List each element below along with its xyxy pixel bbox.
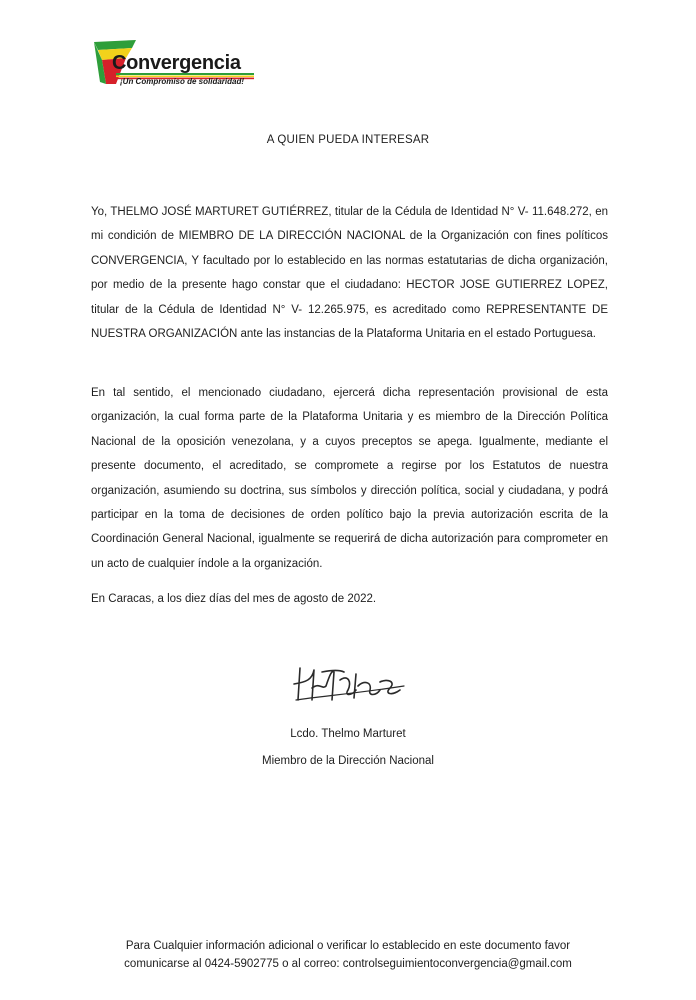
paragraph-declaration: Yo, THELMO JOSÉ MARTURET GUTIÉRREZ, titular de la Cédula de Identidad N° V- 11.648.272, en mi condición de MIEMBRO DE LA DIRECCIÓN NACIONAL de la Organización con fines políticos CONVERGENCIA, Y facultado por lo establecido en las normas estatutarias de dicha organización, por medio de la presente hago constar que el ciudadano: HECTOR JOSE GUTIERREZ LOPEZ, titular de la Cédula de Identidad N° V- 12.265.975, es acreditado como REPRESENTANTE DE NUESTRA ORGANIZACIÓN ante las instancias de la Plataforma Unitaria en el estado Portuguesa. <box>91 206 608 341</box>
footer-line-1: Para Cualquier información adicional o verificar lo establecido en este documento favor <box>125 940 571 952</box>
logo-name: Convergencia <box>112 52 241 74</box>
convergencia-logo <box>92 38 262 96</box>
paragraph-commitment: En tal sentido, el mencionado ciudadano, ejercerá dicha representación provisional de esta organización, la cual forma parte de la Plataforma Unitaria y es miembro de la Dirección Política Nacional de la oposición venezolana, y a cuyos preceptos se apega. Igualmente, mediante el presente documento, el acreditado, se compromete a regirse por los Estatutos de nuestra organización, asumiendo su doctrina, sus símbolos y dirección política, social y ciudadana, y podrá participar en la toma de decisiones de orden político bajo la previa autorización escrita de la Coordinación General Nacional, igualmente se requerirá de dicha autorización para comprometer en un acto de cualquier índole a la organización. <box>91 387 608 570</box>
document-title: A QUIEN PUEDA INTERESAR <box>266 134 430 146</box>
logo-tagline: ¡Un Compromiso de solidaridad! <box>120 77 245 86</box>
handwritten-signature <box>292 660 412 710</box>
signatory-name: Lcdo. Thelmo Marturet <box>290 728 406 740</box>
closing-date-line: En Caracas, a los diez días del mes de agosto de 2022. <box>91 593 377 605</box>
footer-line-2: comunicarse al 0424-5902775 o al correo: controlseguimientoconvergencia@gmail.com <box>124 958 572 970</box>
signatory-role: Miembro de la Dirección Nacional <box>262 755 434 767</box>
